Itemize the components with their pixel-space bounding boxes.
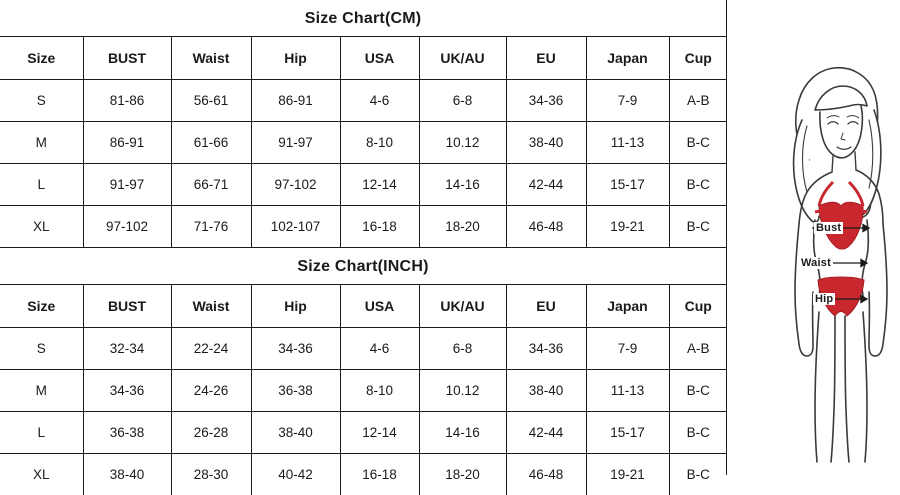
size-chart-cm-table (0, 37, 727, 247)
cell-waist: 22-24 (171, 327, 251, 369)
cell-hip: 40-42 (251, 453, 340, 495)
column-header-size: Size (0, 285, 83, 327)
column-header-bust: BUST (83, 37, 171, 79)
cell-waist: 71-76 (171, 205, 251, 247)
cell-usa: 8-10 (340, 369, 419, 411)
column-header-bust: BUST (83, 285, 171, 327)
column-header-usa: USA (340, 37, 419, 79)
table-header-row (0, 285, 727, 327)
cell-size: XL (0, 453, 83, 495)
cell-japan: 15-17 (586, 411, 669, 453)
cell-bust: 34-36 (83, 369, 171, 411)
cell-ukau: 6-8 (419, 327, 506, 369)
column-header-usa: USA (340, 285, 419, 327)
figure-label-bust: Bust (816, 222, 842, 234)
cell-eu: 42-44 (506, 163, 586, 205)
cell-size: M (0, 121, 83, 163)
cell-ukau: 14-16 (419, 411, 506, 453)
column-header-size: Size (0, 37, 83, 79)
cell-japan: 7-9 (586, 327, 669, 369)
cell-cup: A-B (669, 79, 727, 121)
cell-size: L (0, 163, 83, 205)
cell-usa: 12-14 (340, 163, 419, 205)
figure-label-waist: Waist (801, 257, 831, 269)
measurement-figure-panel (727, 0, 900, 475)
cell-ukau: 10.12 (419, 121, 506, 163)
column-header-hip: Hip (251, 37, 340, 79)
cell-ukau: 6-8 (419, 79, 506, 121)
table-row (0, 411, 727, 453)
table-header-row (0, 37, 727, 79)
table-row (0, 205, 727, 247)
column-header-ukau: UK/AU (419, 37, 506, 79)
cell-cup: B-C (669, 121, 727, 163)
column-header-eu: EU (506, 285, 586, 327)
table-row (0, 453, 727, 495)
cell-usa: 4-6 (340, 79, 419, 121)
cell-bust: 32-34 (83, 327, 171, 369)
cell-japan: 19-21 (586, 453, 669, 495)
cell-ukau: 18-20 (419, 453, 506, 495)
figure-label-hip: Hip (815, 293, 834, 305)
cell-eu: 46-48 (506, 453, 586, 495)
cell-japan: 15-17 (586, 163, 669, 205)
cell-size: L (0, 411, 83, 453)
column-header-waist: Waist (171, 285, 251, 327)
column-header-japan: Japan (586, 285, 669, 327)
cell-usa: 16-18 (340, 205, 419, 247)
cell-size: S (0, 327, 83, 369)
cell-waist: 28-30 (171, 453, 251, 495)
column-header-eu: EU (506, 37, 586, 79)
cell-usa: 4-6 (340, 327, 419, 369)
cell-cup: B-C (686, 218, 710, 234)
column-header-ukau: UK/AU (419, 285, 506, 327)
cell-waist: 66-71 (171, 163, 251, 205)
cell-hip: 97-102 (251, 163, 340, 205)
cell-hip: 34-36 (251, 327, 340, 369)
size-chart-cm (0, 0, 726, 247)
cell-hip: 91-97 (251, 121, 340, 163)
size-chart-inch-title: Size Chart(INCH) (0, 248, 726, 285)
cell-eu: 38-40 (506, 369, 586, 411)
cell-eu: 38-40 (506, 121, 586, 163)
cell-cup: B-C (686, 466, 710, 482)
column-header-hip: Hip (251, 285, 340, 327)
cell-hip: 86-91 (251, 79, 340, 121)
size-chart-inch (0, 247, 726, 495)
table-row (0, 369, 727, 411)
cell-eu: 46-48 (506, 205, 586, 247)
cell-bust: 36-38 (83, 411, 171, 453)
cell-hip: 36-38 (251, 369, 340, 411)
cell-cup: B-C (669, 369, 727, 411)
table-row (0, 327, 727, 369)
column-header-cup: Cup (669, 285, 727, 327)
cell-ukau: 18-20 (419, 205, 506, 247)
cell-hip: 102-107 (251, 205, 340, 247)
table-row (0, 79, 727, 121)
cell-eu: 34-36 (506, 79, 586, 121)
table-row (0, 121, 727, 163)
cell-hip: 38-40 (251, 411, 340, 453)
female-body-figure-icon (727, 0, 900, 475)
cell-size: M (0, 369, 83, 411)
cell-usa: 8-10 (340, 121, 419, 163)
cell-eu: 42-44 (506, 411, 586, 453)
cell-cup: B-C (669, 163, 727, 205)
cell-bust: 81-86 (83, 79, 171, 121)
cell-waist: 26-28 (171, 411, 251, 453)
cell-waist: 56-61 (171, 79, 251, 121)
cell-bust: 38-40 (83, 453, 171, 495)
cell-bust: 97-102 (83, 205, 171, 247)
cell-size: XL (0, 205, 83, 247)
cell-waist: 24-26 (171, 369, 251, 411)
column-header-cup: Cup (669, 37, 727, 79)
column-header-waist: Waist (171, 37, 251, 79)
cell-cup: A-B (669, 327, 727, 369)
cell-japan: 7-9 (586, 79, 669, 121)
table-row (0, 163, 727, 205)
cell-size: S (0, 79, 83, 121)
cell-usa: 12-14 (340, 411, 419, 453)
cell-bust: 91-97 (83, 163, 171, 205)
cell-usa: 16-18 (340, 453, 419, 495)
size-chart-cm-title: Size Chart(CM) (0, 0, 726, 37)
cell-cup: B-C (669, 411, 727, 453)
cell-ukau: 14-16 (419, 163, 506, 205)
cell-japan: 11-13 (586, 121, 669, 163)
column-header-japan: Japan (586, 37, 669, 79)
cell-eu: 34-36 (506, 327, 586, 369)
cell-waist: 61-66 (171, 121, 251, 163)
cell-bust: 86-91 (83, 121, 171, 163)
cell-japan: 19-21 (586, 205, 669, 247)
cell-japan: 11-13 (586, 369, 669, 411)
cell-ukau: 10.12 (419, 369, 506, 411)
size-chart-inch-table (0, 285, 727, 495)
